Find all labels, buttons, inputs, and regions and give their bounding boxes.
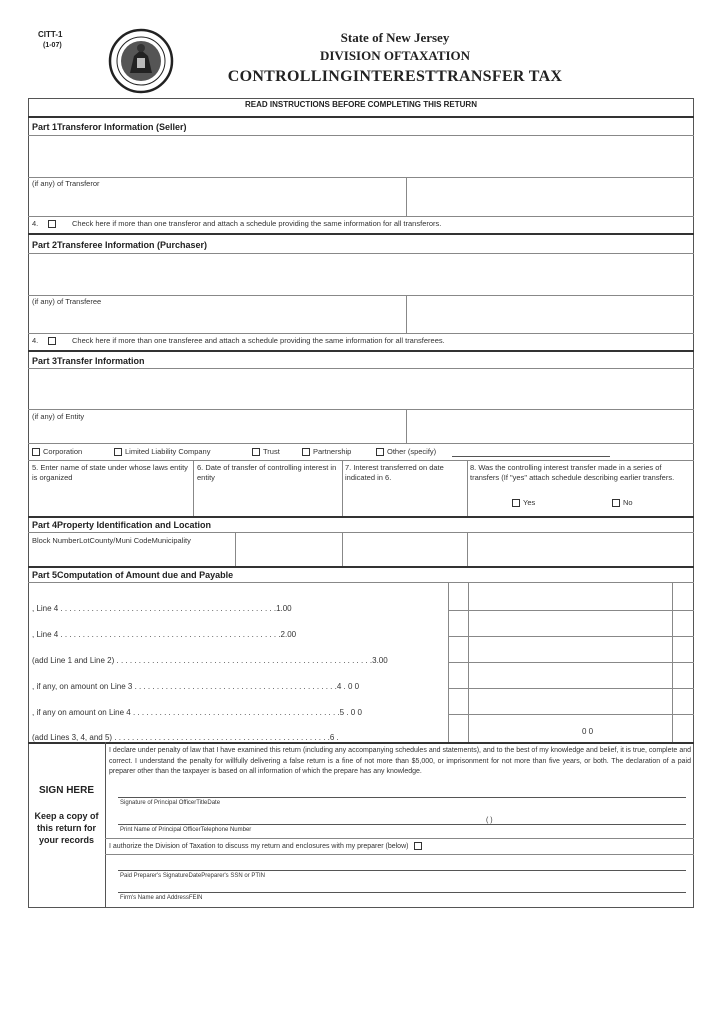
line3-row bbox=[32, 650, 442, 668]
yes-label: Yes bbox=[523, 498, 536, 507]
line6-num: 6 . bbox=[329, 733, 339, 742]
transferee-name-field[interactable] bbox=[29, 254, 693, 294]
other-label: Other (specify) bbox=[387, 447, 437, 456]
part4-columns: Block NumberLotCounty/Muni CodeMunicipality bbox=[32, 536, 191, 545]
division-name: DIVISION OFTAXATION bbox=[319, 48, 471, 63]
entity-type-row bbox=[32, 447, 82, 456]
trust-option bbox=[252, 447, 280, 456]
part2-title: Part 2Transferee Information (Purchaser) bbox=[32, 240, 208, 250]
transferor-id-field[interactable] bbox=[408, 180, 693, 214]
transferor-field-label: (if any) of Transferor bbox=[32, 179, 100, 188]
q5-label: 5. Enter name of state under whose laws entity is organized bbox=[32, 463, 188, 482]
corporation-checkbox[interactable] bbox=[32, 448, 40, 456]
transferee-field-label: (if any) of Transferee bbox=[32, 297, 102, 306]
q7-label: 7. Interest transferred on date indicated in 6. bbox=[345, 463, 444, 482]
line4-amount-field[interactable] bbox=[470, 666, 670, 686]
other-checkbox[interactable] bbox=[376, 448, 384, 456]
corporation-label: Corporation bbox=[43, 447, 83, 456]
declaration-text: I declare under penalty of law that I have examined this return (including any accompanying schedules and statements), and to the best of my knowledge and belief, it is true, complete and correct. I understand the penalty for willfully delivering a false return is a fine of not more than $5,000, or imprisonment for not more than five years, or both. The declaration of a paid preparer other than the taxpayer is based on all information of which the prepare has any knowledge. bbox=[109, 747, 691, 775]
part1-title: Part 1Transferor Information (Seller) bbox=[32, 122, 187, 132]
form-id: CITT-1 bbox=[38, 30, 63, 39]
line1-num: 1.00 bbox=[276, 604, 292, 613]
line1-text: , Line 4 . . . . . . . . . . . . . . . . . . . . . . . . . . . . . . . . . . . . . . . . . . . . . . . . . bbox=[32, 604, 277, 613]
authorize-text: I authorize the Division of Taxation to discuss my return and enclosures with my preparer (below) bbox=[109, 842, 409, 850]
line5-text: , if any on amount on Line 4 . . . . . . . . . . . . . . . . . . . . . . . . . . . . . . . . . . . . . . . . . . . . . . . bbox=[32, 708, 340, 717]
firm-name-label: Firm's Name and AddressFEIN bbox=[120, 895, 203, 901]
line2-row bbox=[32, 624, 442, 642]
yes-checkbox[interactable] bbox=[512, 499, 520, 507]
other-option bbox=[376, 447, 436, 456]
property-extra-field[interactable] bbox=[469, 536, 692, 564]
form-title: CONTROLLINGINTERESTTRANSFER TAX bbox=[227, 68, 563, 85]
part5-title: Part 5Computation of Amount due and Payable bbox=[32, 570, 234, 580]
partnership-option bbox=[302, 447, 351, 456]
officer-signature-line[interactable] bbox=[118, 797, 686, 798]
line5-amount-field[interactable] bbox=[470, 692, 670, 712]
partnership-checkbox[interactable] bbox=[302, 448, 310, 456]
preparer-signature-line[interactable] bbox=[118, 870, 686, 871]
q8-yes-option bbox=[512, 498, 535, 507]
multiple-transferors-checkbox[interactable] bbox=[48, 220, 56, 228]
q6-label: 6. Date of transfer of controlling interest in entity bbox=[197, 463, 337, 482]
officer-name-line[interactable] bbox=[118, 824, 686, 825]
no-label: No bbox=[623, 498, 633, 507]
part2-check-text: Check here if more than one transferee and attach a schedule providing the same information for all transferees. bbox=[72, 336, 445, 345]
officer-signature-label: Signature of Principal OfficerTitleDate bbox=[120, 800, 221, 806]
line2-num: 2.00 bbox=[280, 630, 297, 639]
state-name: State of New Jersey bbox=[340, 30, 450, 45]
transferee-id-field[interactable] bbox=[408, 298, 693, 331]
line4-row bbox=[32, 676, 442, 694]
q8-no-option bbox=[612, 498, 633, 507]
line6-amount-field[interactable] bbox=[470, 718, 580, 738]
municipality-field[interactable] bbox=[344, 548, 465, 564]
llc-label: Limited Liability Company bbox=[125, 447, 211, 456]
block-lot-field[interactable] bbox=[30, 548, 233, 564]
part1-check-num: 4. bbox=[32, 219, 39, 228]
part1-check-text: Check here if more than one transferor and attach a schedule providing the same information for all transferors. bbox=[72, 219, 442, 228]
part3-title: Part 3Transfer Information bbox=[32, 356, 145, 366]
firm-name-line[interactable] bbox=[118, 892, 686, 893]
entity-id-field[interactable] bbox=[408, 412, 693, 441]
phone-parens: ( ) bbox=[486, 817, 493, 824]
part2-check-num: 4. bbox=[32, 336, 39, 345]
line1-amount-field[interactable] bbox=[470, 588, 670, 608]
authorize-checkbox[interactable] bbox=[414, 842, 422, 850]
transferor-name-field[interactable] bbox=[29, 136, 693, 176]
preparer-signature-label: Paid Preparer's SignatureDatePreparer's SSN or PTIN bbox=[120, 873, 266, 879]
line3-num: 3.00 bbox=[372, 656, 388, 665]
line2-text: , Line 4 . . . . . . . . . . . . . . . . . . . . . . . . . . . . . . . . . . . . . . . . . . . . . . . . . . bbox=[32, 630, 281, 639]
authorize-row bbox=[109, 842, 425, 850]
line5-row bbox=[32, 702, 442, 720]
multiple-transferees-checkbox[interactable] bbox=[48, 337, 56, 345]
transferor-address-field[interactable] bbox=[29, 190, 405, 214]
trust-label: Trust bbox=[263, 447, 280, 456]
line3-text: (add Line 1 and Line 2) . . . . . . . . . . . . . . . . . . . . . . . . . . . . . . . . . . . . . . . . . . . . . . . . . . . . . . . . . . bbox=[32, 656, 373, 665]
other-specify-line[interactable] bbox=[452, 456, 610, 457]
keep-copy-note: Keep a copy of this return for your records bbox=[34, 811, 99, 845]
entity-field-label: (if any) of Entity bbox=[32, 412, 85, 421]
line1-row bbox=[32, 598, 442, 616]
line4-num: 4 . 0 0 bbox=[336, 682, 360, 691]
no-checkbox[interactable] bbox=[612, 499, 620, 507]
entity-name-field[interactable] bbox=[29, 369, 693, 409]
sign-here-label: SIGN HERE bbox=[38, 785, 94, 796]
instructions-banner: READ INSTRUCTIONS BEFORE COMPLETING THIS RETURN bbox=[244, 100, 477, 109]
llc-option bbox=[114, 447, 210, 456]
q8-label: 8. Was the controlling interest transfer made in a series of transfers (If "yes" attach schedule describing earlier transfers. bbox=[470, 463, 675, 482]
line6-text: (add Lines 3, 4, and 5) . . . . . . . . . . . . . . . . . . . . . . . . . . . . . . . . . . . . . . . . . . . . . . . . . bbox=[32, 733, 330, 742]
form-revision: (1-07) bbox=[43, 42, 62, 49]
county-muni-code-field[interactable] bbox=[237, 548, 340, 564]
trust-checkbox[interactable] bbox=[252, 448, 260, 456]
part4-title: Part 4Property Identification and Location bbox=[32, 520, 212, 530]
line2-amount-field[interactable] bbox=[470, 614, 670, 634]
line3-amount-field[interactable] bbox=[470, 640, 670, 660]
llc-checkbox[interactable] bbox=[114, 448, 122, 456]
line5-num: 5 . 0 0 bbox=[339, 708, 362, 717]
officer-name-label: Print Name of Principal OfficerTelephone Number bbox=[120, 827, 252, 833]
line6-amount: 0 0 bbox=[582, 727, 594, 736]
line4-text: , if any, on amount on Line 3 . . . . . . . . . . . . . . . . . . . . . . . . . . . . . . . . . . . . . . . . . . . . . . bbox=[32, 682, 337, 691]
partnership-label: Partnership bbox=[313, 447, 352, 456]
